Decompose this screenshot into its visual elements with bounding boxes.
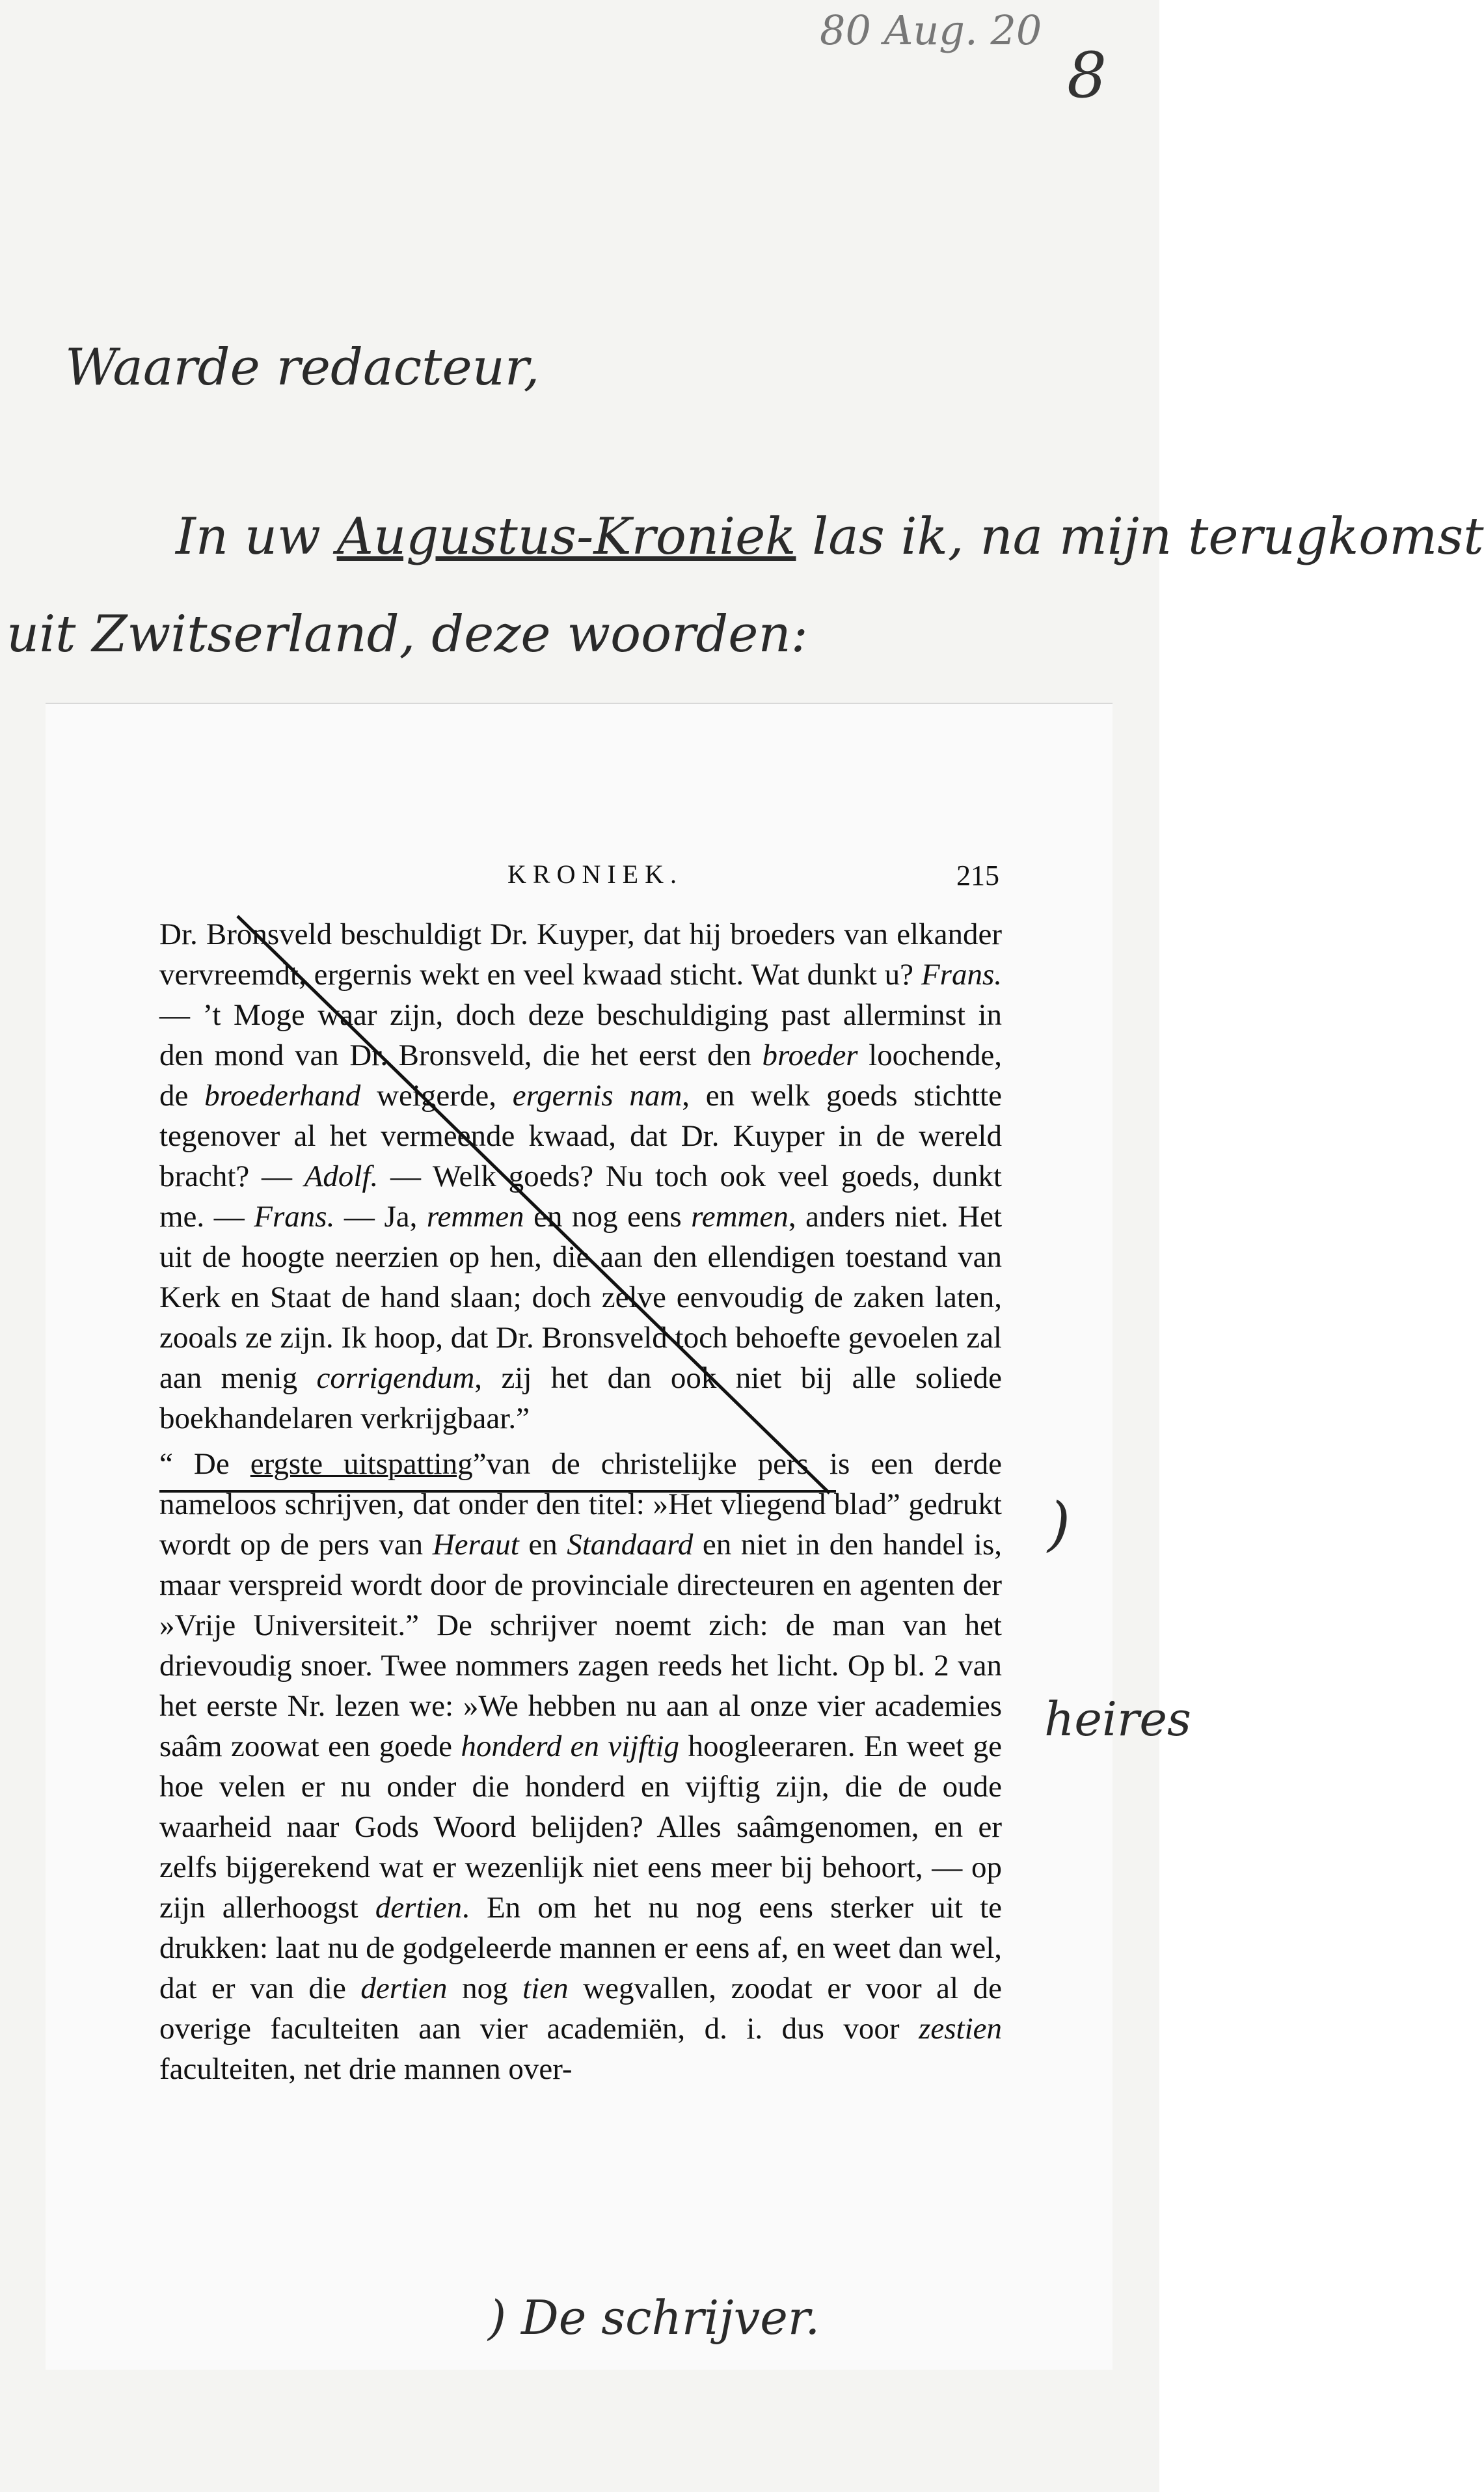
text-segment: hoogleeraren. En weet ge hoe velen er nu onder die honderd en vijftig zijn, die de oude waarheid naar Gods Woord belijden? Alles saâmgenomen, en er zelfs bijgerekend wat er wezenlijk niet eens meer bij behoort, — op zijn allerhoogst xyxy=(159,1729,1002,1925)
text-segment: — ’t Moge waar zijn, doch deze beschuldiging past allerminst in den mond van Dr. Bronsveld, die het eerst den xyxy=(159,998,1002,1072)
intro-line-2: uit Zwitserland, deze woorden: xyxy=(7,605,808,664)
intro-line-1 xyxy=(176,508,1484,566)
text-segment: — Welk goeds? Nu toch ook veel goeds, dunkt me. — xyxy=(159,1159,1002,1234)
italic-text-segment: Frans. xyxy=(254,1200,335,1234)
text-segment: weigerde, xyxy=(360,1079,513,1113)
text-segment: faculteiten, net drie mannen over- xyxy=(159,2052,573,2086)
text-segment: , anders niet. Het uit de hoogte neerzien op hen, die aan den ellendigen toestand van Kerk en Staat de hand slaan; doch zelve eenvoudig de zaken laten, zooals ze zijn. Ik hoop, dat Dr. Bronsveld toch behoefte gevoelen zal aan menig xyxy=(159,1200,1002,1395)
italic-text-segment: Standaard xyxy=(567,1528,694,1562)
diagonal-strike-line xyxy=(237,916,830,1493)
intro-line-1-title: Augustus-Kroniek xyxy=(336,508,796,566)
intro-line-1-suffix: las ik, na mijn terugkomst xyxy=(796,508,1484,566)
italic-text-segment: broeder xyxy=(762,1038,858,1072)
italic-text-segment: broederhand xyxy=(204,1079,361,1113)
italic-text-segment: honderd en vijftig xyxy=(461,1729,680,1763)
strike-through-mark xyxy=(224,911,843,1510)
text-segment: — Ja, xyxy=(334,1200,427,1234)
text-segment: wegvallen, zoodat er voor al de overige faculteiten aan vier academiën, d. i. dus voor xyxy=(159,1971,1002,2046)
text-segment: , en welk goeds stichtte tegenover al het vermeende kwaad, dat Dr. Kuyper in de wereld bracht? — xyxy=(159,1079,1002,1193)
text-segment: . En om het nu nog eens sterker uit te drukken: laat nu de godgeleerde mannen er eens af, en weet dan wel, dat er van die xyxy=(159,1891,1002,2005)
italic-text-segment: ergernis nam xyxy=(512,1079,682,1113)
italic-text-segment: remmen xyxy=(426,1200,524,1234)
text-segment: loochende, de xyxy=(159,1038,1002,1113)
margin-note-bracket: ) xyxy=(1047,1490,1071,1558)
italic-text-segment: remmen xyxy=(691,1200,789,1234)
text-segment: nog xyxy=(447,1971,523,2005)
intro-line-1-prefix: In uw xyxy=(176,508,337,566)
italic-text-segment: zestien xyxy=(919,2012,1002,2046)
text-segment: “ De xyxy=(159,1447,250,1481)
salutation: Waarde redacteur, xyxy=(65,338,540,397)
printed-page-number: 215 xyxy=(956,860,999,891)
text-segment: en niet in den handel is, maar verspreid wordt door de provinciale directeuren en agenten der »Vrije Universiteit.” De schrijver noemt zich: de man van het drievoudig snoer. Twee nommers zagen reeds het licht. Op bl. 2 van het eerste Nr. lezen we: »We hebben nu aan al onze vier academies saâm zoowat een goede xyxy=(159,1528,1002,1763)
italic-text-segment: Adolf. xyxy=(304,1159,379,1193)
italic-text-segment: dertien xyxy=(375,1891,462,1925)
italic-text-segment: Frans. xyxy=(921,958,1002,992)
archive-date-note: 80 Aug. 20 xyxy=(820,7,1042,54)
text-segment: en xyxy=(519,1528,567,1562)
text-segment: en nog eens xyxy=(524,1200,692,1234)
handwritten-page-number: 8 xyxy=(1067,39,1107,112)
margin-note: heires xyxy=(1044,1692,1191,1746)
text-segment: , zij het dan ook niet bij alle soliede boekhandelaren verkrijgbaar.” xyxy=(159,1361,1002,1435)
running-head: KRONIEK. xyxy=(507,860,683,889)
text-segment: ”van de christelijke pers is een derde nameloos schrijven, dat onder den titel: »Het vliegend blad” gedrukt wordt op de pers van xyxy=(159,1447,1002,1562)
italic-text-segment: dertien xyxy=(360,1971,448,2005)
underlined-text-segment: ergste uitspatting xyxy=(250,1447,473,1481)
text-segment: Dr. Bronsveld beschuldigt Dr. Kuyper, dat hij broeders van elkander vervreemdt, ergernis wekt en veel kwaad sticht. Wat dunkt u? xyxy=(159,917,1002,992)
handwritten-footnote: ) De schrijver. xyxy=(488,2290,820,2345)
article-paragraph xyxy=(159,1444,1002,2089)
italic-text-segment: corrigendum xyxy=(316,1361,475,1395)
sheet-edge xyxy=(1159,0,1171,2492)
italic-text-segment: tien xyxy=(522,1971,569,2005)
italic-text-segment: Heraut xyxy=(432,1528,519,1562)
